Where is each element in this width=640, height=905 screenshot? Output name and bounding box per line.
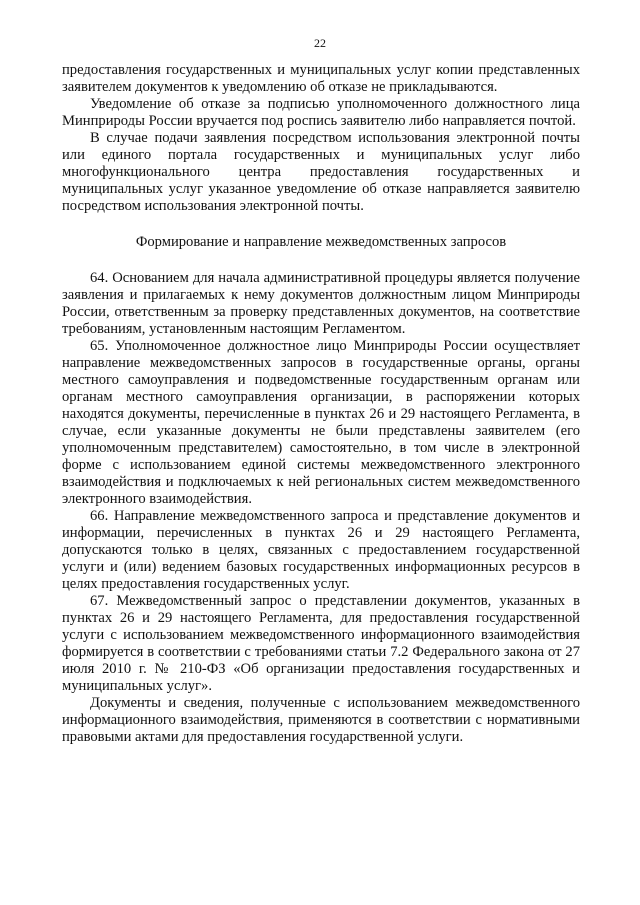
paragraph-67: 67. Межведомственный запрос о представлении документов, указанных в пунктах 26 и 29 настоящего Регламента, для предоставления государственной услуги с использованием межведомственного информационного взаимодействия формируется в соответствии с требованиями статьи 7.2 Федерального закона от 27 июля 2010 г. № 210-ФЗ «Об организации предоставления государственных и муниципальных услуг». [62,593,580,694]
paragraph-documents-info: Документы и сведения, полученные с использованием межведомственного информационного взаимодействия, применяются в соответствии с нормативными правовыми актами для предоставления государственной услуги. [62,695,580,745]
paragraph-64: 64. Основанием для начала административной процедуры является получение заявления и прилагаемых к нему документов должностным лицом Минприроды России, ответственным за проверку представленных документов, на соответствие требованиям, установленным настоящим Регламентом. [62,270,580,337]
paragraph-continuation: предоставления государственных и муниципальных услуг копии представленных заявителем документов к уведомлению об отказе не прикладываются. [62,62,580,95]
paragraph-electronic-submission: В случае подачи заявления посредством использования электронной почты или единого портала государственных и муниципальных услуг либо многофункционального центра предоставления государственных и муниципальных услуг указанное уведомление об отказе направляется заявителю посредством использования электронной почты. [62,130,580,214]
paragraph-66: 66. Направление межведомственного запроса и представление документов и информации, перечисленных в пунктах 26 и 29 настоящего Регламента, допускаются только в целях, связанных с предоставлением государственной услуги и (или) ведением базовых государственных информационных ресурсов в целях предоставления государственных услуг. [62,508,580,592]
document-body [62,62,580,746]
paragraph-refusal-notice: Уведомление об отказе за подписью уполномоченного должностного лица Минприроды России вручается под роспись заявителю либо направляется почтой. [62,96,580,129]
section-heading: Формирование и направление межведомственных запросов [135,234,507,250]
paragraph-65: 65. Уполномоченное должностное лицо Минприроды России осуществляет направление межведомственных запросов в государственные органы, органы местного самоуправления и подведомственные государственным органам или органам местного самоуправления организации, в распоряжении которых находятся документы, перечисленные в пунктах 26 и 29 настоящего Регламента, в случае, если указанные документы не были представлены заявителем (его уполномоченным представителем) самостоятельно, в том числе в электронной форме с использованием единой системы межведомственного электронного взаимодействия и подключаемых к ней региональных систем межведомственного электронного взаимодействия. [62,338,580,507]
page-number: 22 [314,36,326,50]
